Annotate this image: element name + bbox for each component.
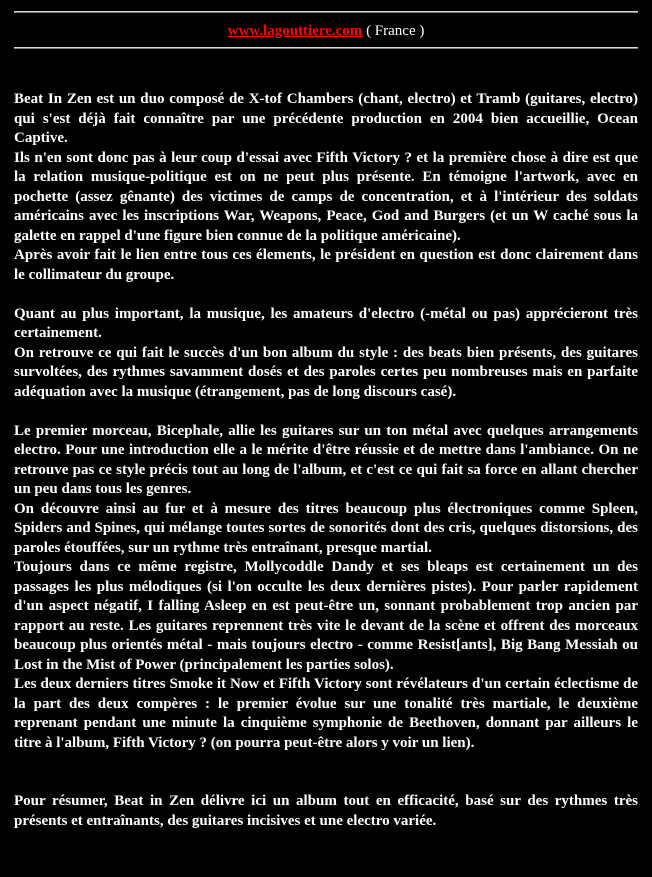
paragraph-spacer — [14, 402, 638, 422]
review-paragraph: On découvre ainsi au fur et à mesure des titres beaucoup plus électroniques comme Spleen, Spiders and Spines, qui mélange toutes sortes de sonorités dont des cris, quelques distorsions, des paroles étouffées, sur un rythme très entraînant, presque martial. — [14, 500, 638, 556]
source-country: ( France ) — [362, 23, 425, 39]
paragraph-spacer — [14, 753, 638, 792]
review-body — [14, 90, 638, 831]
review-paragraph: Pour résumer, Beat in Zen délivre ici un album tout en efficacité, basé sur des rythmes très présents et entraînants, des guitares incisives et une electro variée. — [14, 793, 638, 829]
review-paragraph: On retrouve ce qui fait le succès d'un bon album du style : des beats bien présents, des guitares survoltées, des rythmes savamment dosés et des paroles certes peu nombreuses mais en parfaite adéquation avec la musique (étrangement, pas de long discours casé). — [14, 344, 638, 400]
source-line — [0, 22, 652, 40]
review-paragraph: Le premier morceau, Bicephale, allie les guitares sur un ton métal avec quelques arrangements electro. Pour une introduction elle a le mérite d'être réussie et de mettre dans l'ambiance. On ne retrouve pas ce style précis tout au long de l'album, et c'est ce qui fait sa force en allant chercher un peu dans tous les genres. — [14, 422, 638, 497]
review-paragraph: Après avoir fait le lien entre tous ces élements, le président en question est donc clairement dans le collimateur du groupe. — [14, 247, 638, 283]
review-paragraph: Les deux derniers titres Smoke it Now et Fifth Victory sont révélateurs d'un certain éclectisme de la part des deux compères : le premier évolue sur une tonalité très martiale, le deuxième reprenant pendant une minute la cinquième symphonie de Beethoven, donnant par ailleurs le titre à l'album, Fifth Victory ? (on pourra peut-être alors y voir un lien). — [14, 676, 638, 751]
review-paragraph: Beat In Zen est un duo composé de X-tof Chambers (chant, electro) et Tramb (guitares, electro) qui s'est déjà fait connaître par une précédente production en 2004 bien accueillie, Ocean Captive. — [14, 91, 638, 146]
source-website-link[interactable]: www.lagouttiere.com — [227, 23, 363, 39]
review-paragraph: Ils n'en sont donc pas à leur coup d'essai avec Fifth Victory ? et la première chose à dire est que la relation musique-politique est on ne peut plus présente. En témoigne l'artwork, avec en pochette (assez gênante) des victimes de camps de concentration, et à l'intérieur des soldats américains avec les inscriptions War, Weapons, Peace, God and Burgers (et un W caché sous la galette en rappel d'une figure bien connue de la politique américaine). — [14, 149, 638, 244]
top-divider — [14, 11, 638, 13]
review-paragraph: Quant au plus important, la musique, les amateurs d'electro (-métal ou pas) apprécieront très certainement. — [14, 305, 638, 341]
bottom-divider — [14, 47, 638, 49]
review-paragraph: Toujours dans ce même registre, Mollycoddle Dandy et ses bleaps est certainement un des passages les plus mélodiques (si l'on occulte les deux dernières pistes). Pour parler rapidement d'un aspect négatif, I falling Asleep en est peut-être un, sonnant probablement trop ancien par rapport au reste. Les guitares reprennent très vite le devant de la scène et offrent des morceaux beaucoup plus orientés métal - mais toujours electro - comme Resist[ants], Big Bang Messiah ou Lost in the Mist of Power (principalement les parties solos). — [14, 559, 638, 673]
paragraph-spacer — [14, 285, 638, 305]
